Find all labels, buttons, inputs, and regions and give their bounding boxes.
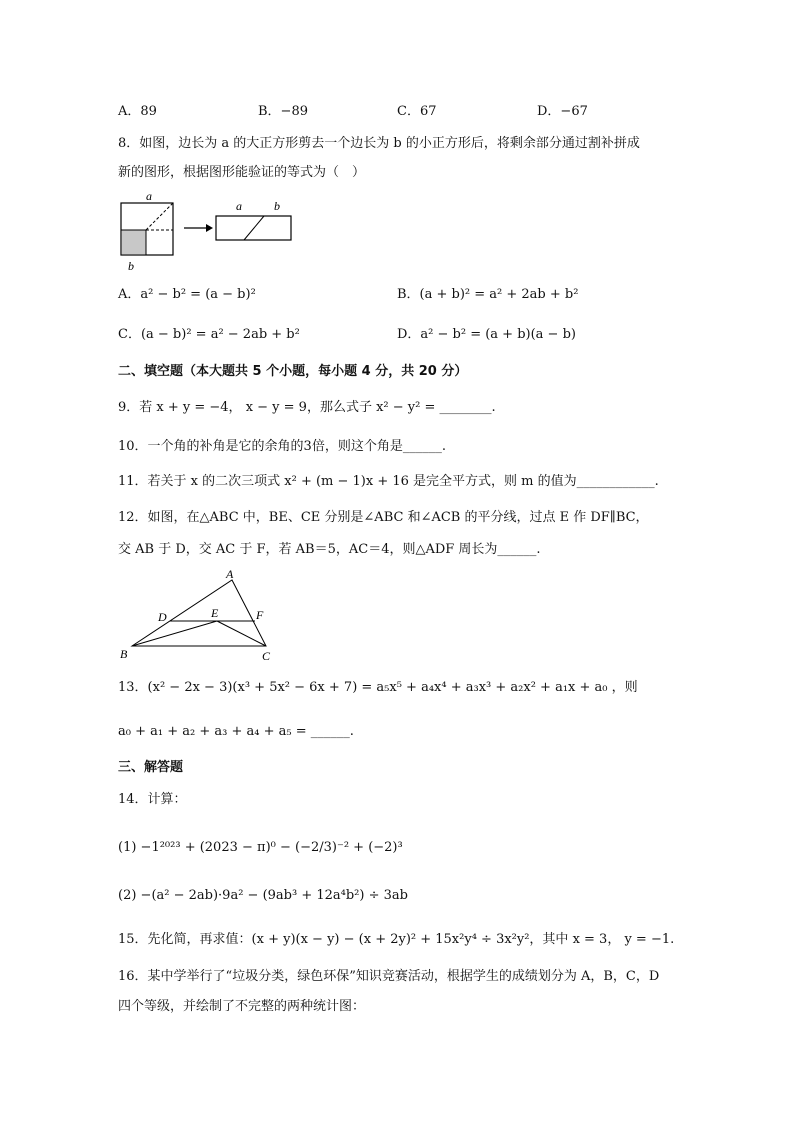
q14-part1: (1) −1²⁰²³ + (2023 − π)⁰ − (−2/3)⁻² + (−2)³ bbox=[118, 840, 403, 855]
q8-option-b: B．(a + b)² = a² + 2ab + b² bbox=[397, 287, 579, 302]
q9-text: 9．若 x + y = −4， x − y = 9，那么式子 x² − y² = ________. bbox=[118, 400, 496, 415]
segment-ce bbox=[217, 621, 266, 646]
q7-option-a: A．89 bbox=[118, 104, 157, 119]
label-b: b bbox=[128, 259, 134, 272]
vertex-a-label: A bbox=[226, 567, 234, 581]
q12-text-line1: 12．如图，在△ABC 中，BE、CE 分别是∠ABC 和∠ACB 的平分线，过点 E 作 DF∥BC， bbox=[118, 510, 649, 525]
q13-text-line1: 13．(x² − 2x − 3)(x³ + 5x² − 6x + 7) = a₅x⁵ + a₄x⁴ + a₃x³ + a₂x² + a₁x + a₀ ，则 bbox=[118, 680, 638, 695]
q16-text-line2: 四个等级，并绘制了不完整的两种统计图： bbox=[118, 999, 366, 1014]
q7-option-c: C．67 bbox=[397, 104, 437, 119]
label-b2: b bbox=[274, 199, 280, 213]
small-square bbox=[121, 230, 146, 255]
q11-text: 11．若关于 x 的二次三项式 x² + (m − 1)x + 16 是完全平方式，则 m 的值为____________. bbox=[118, 474, 659, 489]
label-a2: a bbox=[236, 199, 242, 213]
section2-title: 二、填空题（本大题共 5 个小题，每小题 4 分，共 20 分） bbox=[118, 364, 468, 379]
label-a: a bbox=[146, 189, 152, 203]
rectangle-split-line bbox=[244, 216, 264, 240]
q16-text-line1: 16．某中学举行了“垃圾分类，绿色环保”知识竞赛活动，根据学生的成绩划分为 A，B，C，D bbox=[118, 969, 660, 984]
q15-text: 15．先化简，再求值：(x + y)(x − y) − (x + 2y)² + 15x²y⁴ ÷ 3x²y²，其中 x = 3， y = −1. bbox=[118, 932, 675, 947]
q8-option-a: A．a² − b² = (a − b)² bbox=[118, 287, 256, 302]
point-d-label: D bbox=[158, 610, 167, 624]
q8-option-d: D．a² − b² = (a + b)(a − b) bbox=[397, 327, 576, 342]
vertex-c-label: C bbox=[262, 649, 271, 663]
q7-option-d: D．−67 bbox=[537, 104, 588, 119]
q14-part2: (2) −(a² − 2ab)·9a² − (9ab³ + 12a⁴b²) ÷ 3ab bbox=[118, 888, 408, 903]
q8-option-c: C．(a − b)² = a² − 2ab + b² bbox=[118, 327, 300, 342]
arrow-head-icon bbox=[206, 224, 213, 232]
q12-text-line2: 交 AB 于 D，交 AC 于 F，若 AB＝5，AC＝4，则△ADF 周长为______. bbox=[118, 542, 541, 557]
q8-text-line1: 8．如图，边长为 a 的大正方形剪去一个边长为 b 的小正方形后，将剩余部分通过割补拼成 bbox=[118, 136, 640, 151]
q8-text-line2: 新的图形，根据图形能验证的等式为（ ） bbox=[118, 165, 366, 180]
q10-text: 10．一个角的补角是它的余角的3倍，则这个角是______. bbox=[118, 439, 446, 454]
q13-text-line2: a₀ + a₁ + a₂ + a₃ + a₄ + a₅ = ______. bbox=[118, 724, 354, 739]
q7-option-b: B．−89 bbox=[258, 104, 308, 119]
vertex-b-label: B bbox=[120, 647, 128, 661]
cut-diagonal bbox=[146, 203, 173, 230]
section3-title: 三、解答题 bbox=[118, 760, 184, 775]
point-f-label: F bbox=[256, 608, 264, 622]
q8-figure bbox=[118, 188, 298, 272]
segment-be bbox=[132, 621, 217, 646]
q14-title: 14．计算： bbox=[118, 792, 187, 807]
point-e-label: E bbox=[211, 606, 219, 620]
q12-triangle-figure bbox=[114, 566, 284, 664]
